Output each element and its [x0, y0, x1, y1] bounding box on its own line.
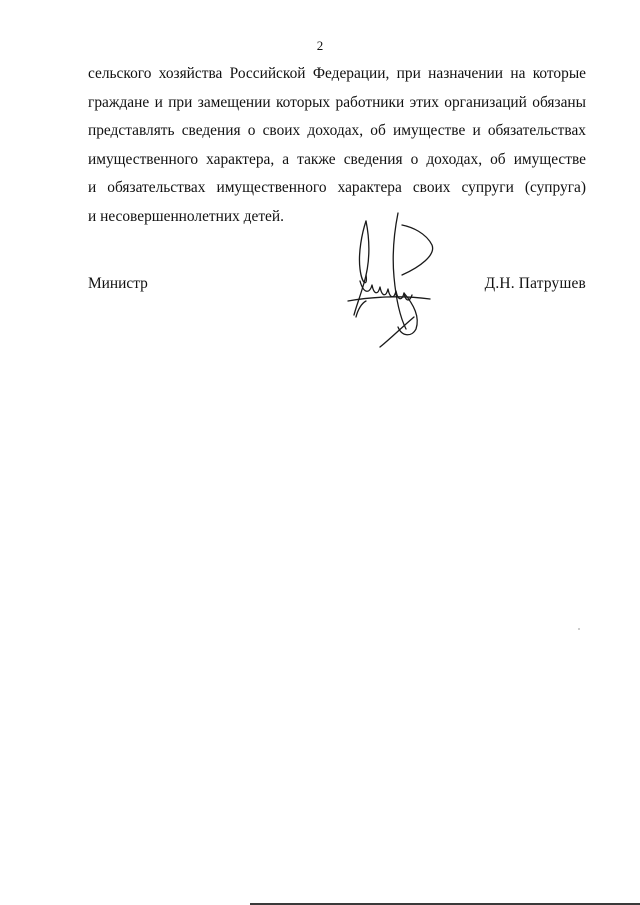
signer-name: Д.Н. Патрушев	[484, 275, 586, 292]
body-paragraph	[88, 60, 586, 231]
signature-row	[88, 272, 586, 296]
body-line: представлять сведения о своих доходах, об имуществе и обязательствах	[88, 122, 586, 139]
body-line: и несовершеннолетних детей.	[88, 207, 284, 225]
body-line: и обязательствах имущественного характера своих супруги (супруга)	[88, 179, 586, 196]
signer-title: Министр	[88, 275, 148, 292]
body-line: имущественного характера, а также сведения о доходах, об имуществе	[88, 150, 586, 168]
body-line: граждане и при замещении которых работники этих организаций обязаны	[88, 93, 586, 111]
scan-speck	[578, 628, 580, 630]
page-number: 2	[316, 38, 324, 53]
body-line: сельского хозяйства Российской Федерации, при назначении на которые	[88, 65, 586, 82]
